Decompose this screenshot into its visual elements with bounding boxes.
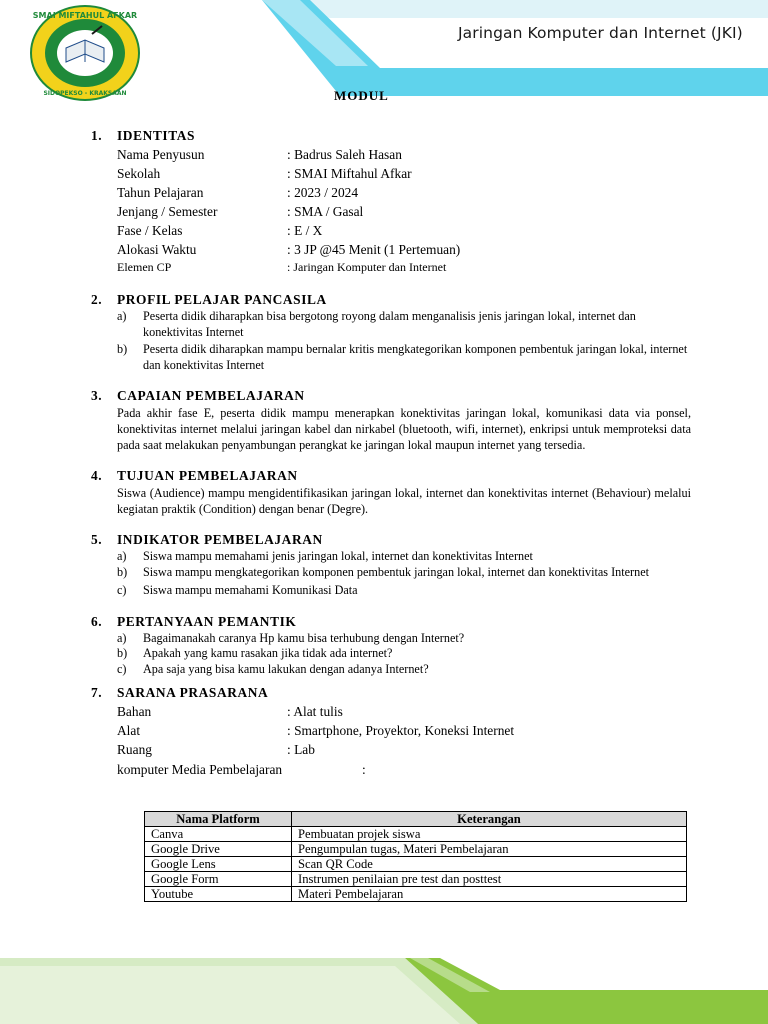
paragraph: Siswa (Audience) mampu mengidentifikasikan jaringan lokal, internet dan konektivitas internet (Behaviour) melalui kegiatan praktik (Condition) dengan benar (Degre). [117, 486, 691, 516]
section-title: 4. TUJUAN PEMBELAJARAN [91, 468, 298, 483]
school-logo-icon [30, 4, 140, 102]
list-item: b) Siswa mampu mengkategorikan komponen pembentuk jaringan lokal, internet dan konektivitas Internet [117, 564, 649, 579]
field-label: Alat [117, 723, 141, 738]
header-title: Jaringan Komputer dan Internet (JKI) [458, 24, 743, 42]
logo-text-top: SMAI MIFTAHUL AFKAR [32, 11, 138, 20]
platform-table [144, 811, 687, 902]
table-cell: Pembuatan projek siswa [292, 827, 687, 842]
list-item: a) Peserta didik diharapkan bisa bergotong royong dalam menganalisis jenis jaringan lokal, internet dan konektivitas Internet [117, 309, 636, 339]
section-sarana [91, 684, 691, 779]
field-value: : Jaringan Komputer dan Internet [287, 260, 447, 274]
field-value: : SMA / Gasal [287, 204, 364, 219]
table-cell: Pengumpulan tugas, Materi Pembelajaran [292, 842, 687, 857]
list-item: c) Apa saja yang bisa kamu lakukan dengan adanya Internet? [117, 661, 429, 676]
table-row [145, 827, 687, 842]
field-label: Ruang [117, 742, 152, 757]
table-cell: Google Lens [145, 857, 292, 872]
document-body [91, 127, 691, 779]
paragraph: Pada akhir fase E, peserta didik mampu menerapkan konektivitas jaringan lokal, komunikasi data via ponsel, konektivitas internet melalui jaringan kabel dan nirkabel (bluetooth, wifi, internet), enkripsi untuk memproteksi data pada saat melakukan penyambungan perangkat ke jaringan lokal maupun internet yang tersedia. [117, 406, 691, 452]
field-value: : Smartphone, Proyektor, Koneksi Internet [287, 723, 515, 738]
field-value: : [362, 762, 366, 777]
table-row [145, 857, 687, 872]
list-item: a) Bagaimanakah caranya Hp kamu bisa terhubung dengan Internet? [117, 630, 465, 645]
table-cell: Materi Pembelajaran [292, 887, 687, 902]
footer-decoration [0, 958, 768, 1024]
table-cell: Canva [145, 827, 292, 842]
list-item: b) Peserta didik diharapkan mampu bernalar kritis mengkategorikan komponen pembentuk jaringan lokal, internet dan konektivitas Internet [117, 342, 688, 372]
field-value: : 2023 / 2024 [287, 185, 359, 200]
logo-text-bottom: SIDOPEKSO - KRAKSAAN [43, 90, 127, 97]
section-title: 2. PROFIL PELAJAR PANCASILA [91, 292, 327, 307]
column-header: Nama Platform [145, 812, 292, 827]
table-cell: Scan QR Code [292, 857, 687, 872]
table-cell: Youtube [145, 887, 292, 902]
field-label: Fase / Kelas [117, 223, 183, 238]
table-row [145, 872, 687, 887]
section-title: 6. PERTANYAAN PEMANTIK [91, 613, 297, 629]
section-indikator [91, 531, 691, 599]
table-cell: Instrumen penilaian pre test dan posttest [292, 872, 687, 887]
document-heading: MODUL [334, 88, 389, 103]
field-value: : Alat tulis [287, 704, 343, 719]
section-title: 3. CAPAIAN PEMBELAJARAN [91, 388, 305, 403]
section-identitas [91, 127, 691, 276]
table-row [145, 887, 687, 902]
section-pemantik [91, 613, 691, 678]
table-row [145, 842, 687, 857]
list-item: b) Apakah yang kamu rasakan jika tidak ada internet? [117, 646, 393, 660]
table-cell: Google Drive [145, 842, 292, 857]
field-label: Alokasi Waktu [117, 242, 197, 257]
column-header: Keterangan [292, 812, 687, 827]
field-value: : 3 JP @45 Menit (1 Pertemuan) [287, 242, 461, 257]
field-value: : Lab [287, 742, 315, 757]
field-value: : SMAI Miftahul Afkar [287, 166, 412, 181]
section-profil [91, 291, 691, 373]
field-label: Elemen CP [117, 260, 172, 274]
list-item: c) Siswa mampu memahami Komunikasi Data [117, 583, 358, 597]
field-label: Jenjang / Semester [117, 204, 218, 219]
table-header-row [145, 812, 687, 827]
field-label: Sekolah [117, 166, 161, 181]
list-item: a) Siswa mampu memahami jenis jaringan lokal, internet dan konektivitas Internet [117, 549, 533, 563]
section-title: 7. SARANA PRASARANA [91, 685, 269, 700]
field-value: : E / X [287, 223, 323, 238]
field-label: Nama Penyusun [117, 147, 205, 162]
field-label: Bahan [117, 704, 152, 719]
table-cell: Google Form [145, 872, 292, 887]
section-title: 5. INDIKATOR PEMBELAJARAN [91, 532, 323, 547]
field-label: komputer Media Pembelajaran [117, 762, 283, 777]
field-value: : Badrus Saleh Hasan [287, 147, 402, 162]
field-label: Tahun Pelajaran [117, 185, 204, 200]
section-tujuan [91, 467, 691, 517]
section-title: 1. IDENTITAS [91, 128, 196, 143]
section-capaian [91, 387, 691, 453]
